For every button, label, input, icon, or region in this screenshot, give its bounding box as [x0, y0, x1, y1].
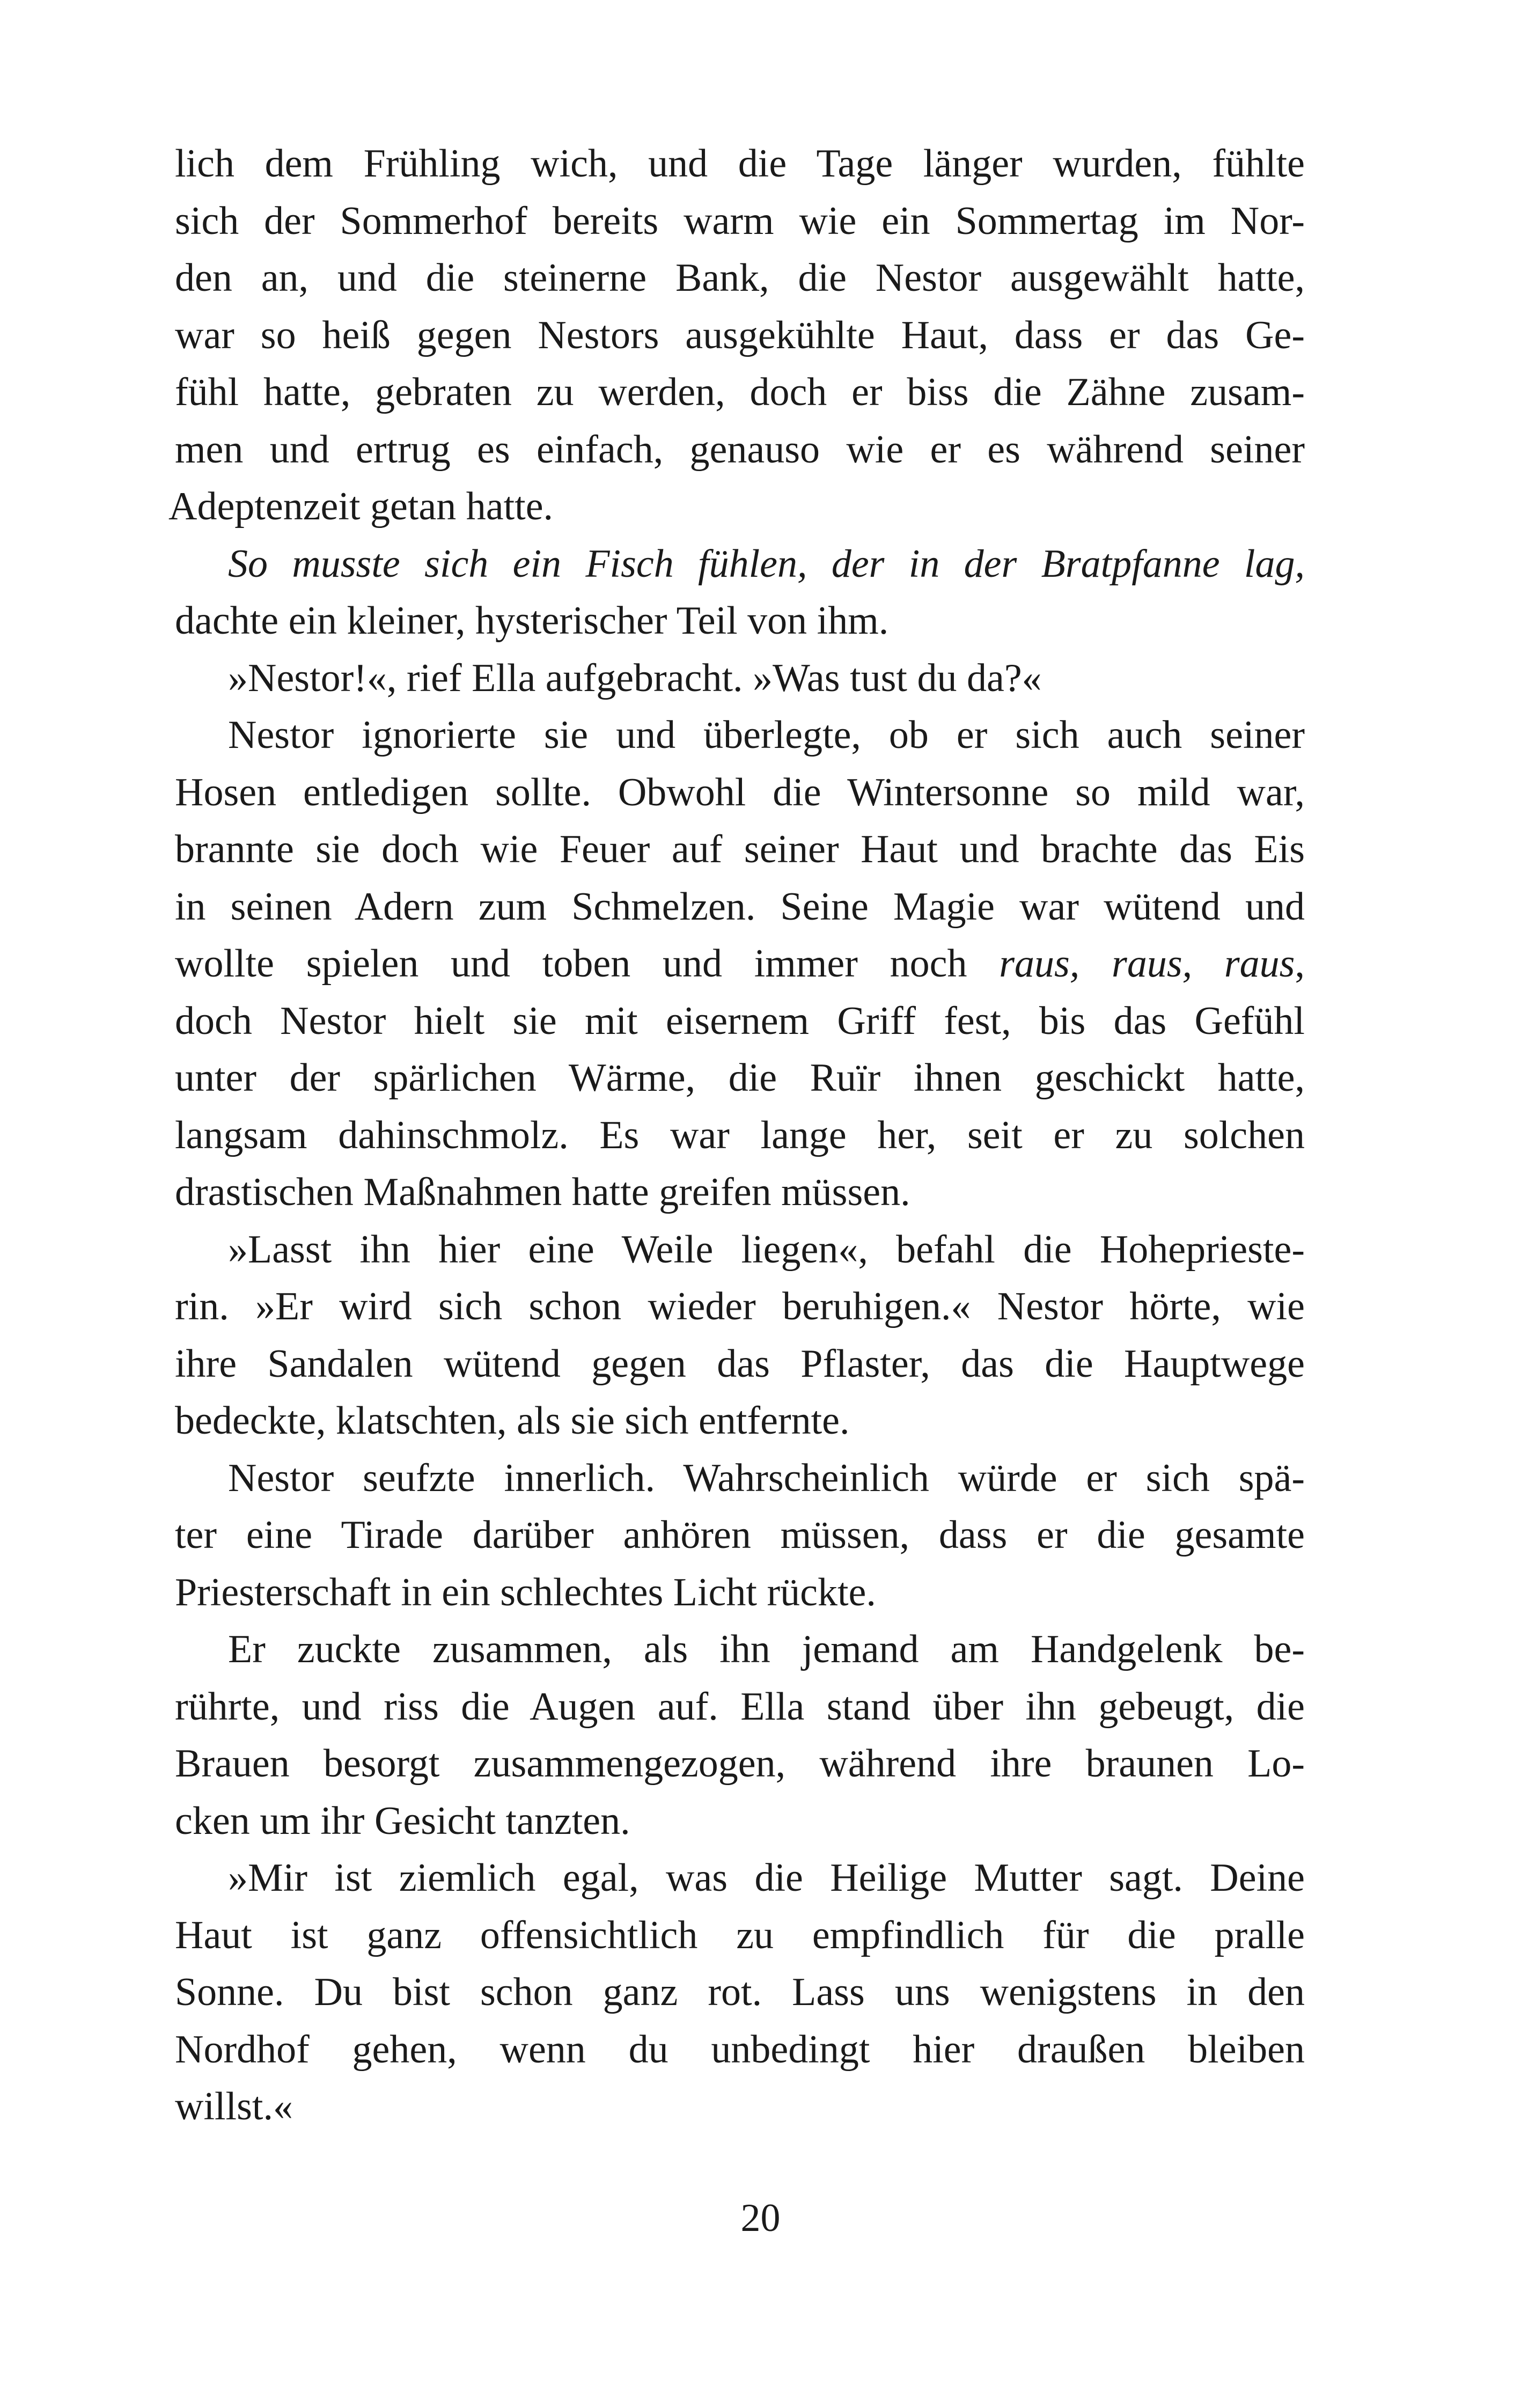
text-line	[175, 307, 1305, 364]
text-segment: war so heiß gegen Nestors ausgekühlte Haut, dass er das Ge-	[175, 313, 1305, 357]
text-segment: Haut ist ganz offensichtlich zu empfindlich für die pralle	[175, 1913, 1305, 1957]
text-line	[175, 993, 1305, 1050]
italic-text: raus, raus, raus	[999, 942, 1295, 986]
text-line	[175, 764, 1305, 821]
text-line	[175, 650, 1305, 707]
text-line	[175, 2021, 1305, 2079]
text-segment: »Lasst ihn hier eine Weile liegen«, befahl die Hoheprieste-	[228, 1227, 1305, 1272]
text-line	[175, 249, 1305, 307]
text-line	[175, 1849, 1305, 1907]
text-line	[175, 935, 1305, 993]
text-segment: den an, und die steinerne Bank, die Nestor ausgewählt hatte,	[175, 256, 1305, 300]
text-line	[175, 1678, 1305, 1736]
text-segment: ter eine Tirade darüber anhören müssen, dass er die gesamte	[175, 1513, 1305, 1557]
text-segment: Brauen besorgt zusammengezogen, während ihre braunen Lo-	[175, 1742, 1305, 1786]
text-segment: unter der spärlichen Wärme, die Ruïr ihnen geschickt hatte,	[175, 1056, 1305, 1100]
italic-text: So musste sich ein Fisch fühlen, der in der Bratpfanne lag,	[228, 541, 1305, 586]
text-segment: men und ertrug es einfach, genauso wie er es während seiner	[175, 427, 1305, 472]
text-line	[175, 1964, 1305, 2021]
text-segment: Er zuckte zusammen, als ihn jemand am Handgelenk be-	[228, 1627, 1305, 1671]
text-line	[175, 1507, 1305, 1564]
text-segment: »Nestor!«, rief Ella aufgebracht. »Was tust du da?«	[228, 656, 1042, 700]
text-line	[175, 1793, 1305, 1850]
text-segment: willst.«	[175, 2084, 293, 2128]
text-segment: langsam dahinschmolz. Es war lange her, seit er zu solchen	[175, 1113, 1305, 1157]
text-segment: sich der Sommerhof bereits warm wie ein Sommertag im Nor-	[175, 199, 1305, 243]
text-line	[175, 1335, 1305, 1393]
text-segment: wollte spielen und toben und immer noch	[175, 942, 1000, 986]
text-line	[175, 592, 1305, 650]
text-line	[175, 193, 1305, 250]
text-line	[175, 1735, 1305, 1793]
text-line	[175, 821, 1305, 878]
text-segment: Priesterschaft in ein schlechtes Licht rückte.	[175, 1570, 876, 1614]
text-line	[175, 1621, 1305, 1678]
text-segment: »Mir ist ziemlich egal, was die Heilige Mutter sagt. Deine	[228, 1856, 1305, 1900]
text-line	[175, 878, 1305, 936]
text-line	[175, 535, 1305, 593]
text-segment: Sonne. Du bist schon ganz rot. Lass uns wenigstens in den	[175, 1970, 1305, 2014]
text-segment: bedeckte, klatschten, als sie sich entfernte.	[175, 1399, 850, 1443]
text-line	[175, 1049, 1305, 1107]
text-line	[175, 364, 1305, 421]
text-segment: Nestor seufzte innerlich. Wahrscheinlich würde er sich spä-	[228, 1456, 1305, 1500]
text-line	[175, 1392, 1305, 1450]
text-line	[175, 1221, 1305, 1279]
text-line	[175, 1907, 1305, 1964]
text-segment: Nordhof gehen, wenn du unbedingt hier draußen bleiben	[175, 2027, 1305, 2072]
text-segment: fühl hatte, gebraten zu werden, doch er biss die Zähne zusam-	[175, 370, 1305, 414]
text-line	[175, 1164, 1305, 1221]
text-line	[175, 1278, 1305, 1335]
text-segment: Nestor ignorierte sie und überlegte, ob er sich auch seiner	[228, 713, 1305, 757]
book-page-body	[168, 135, 1305, 2135]
text-line	[175, 707, 1305, 764]
text-line	[175, 1450, 1305, 1507]
text-line	[175, 2078, 1305, 2135]
page-number: 20	[740, 2196, 781, 2240]
text-segment: Adeptenzeit getan hatte.	[168, 484, 554, 528]
text-line	[175, 135, 1305, 193]
text-segment: ,	[1295, 942, 1305, 986]
text-segment: lich dem Frühling wich, und die Tage länger wurden, fühlte	[175, 142, 1305, 186]
text-segment: rin. »Er wird sich schon wieder beruhigen.« Nestor hörte, wie	[175, 1284, 1305, 1328]
text-line	[175, 1564, 1305, 1621]
text-segment: cken um ihr Gesicht tanzten.	[175, 1798, 630, 1843]
text-segment: rührte, und riss die Augen auf. Ella stand über ihn gebeugt, die	[175, 1684, 1305, 1729]
text-line	[168, 478, 1305, 535]
text-segment: ihre Sandalen wütend gegen das Pflaster, das die Hauptwege	[175, 1341, 1305, 1386]
text-segment: in seinen Adern zum Schmelzen. Seine Magie war wütend und	[175, 884, 1305, 929]
text-line	[175, 1107, 1305, 1164]
text-segment: doch Nestor hielt sie mit eisernem Griff fest, bis das Gefühl	[175, 999, 1305, 1043]
text-segment: drastischen Maßnahmen hatte greifen müssen.	[175, 1170, 910, 1214]
text-segment: dachte ein kleiner, hysterischer Teil von ihm.	[175, 599, 889, 643]
text-segment: Hosen entledigen sollte. Obwohl die Wintersonne so mild war,	[175, 770, 1305, 814]
text-line	[175, 421, 1305, 479]
text-segment: brannte sie doch wie Feuer auf seiner Haut und brachte das Eis	[175, 827, 1305, 871]
